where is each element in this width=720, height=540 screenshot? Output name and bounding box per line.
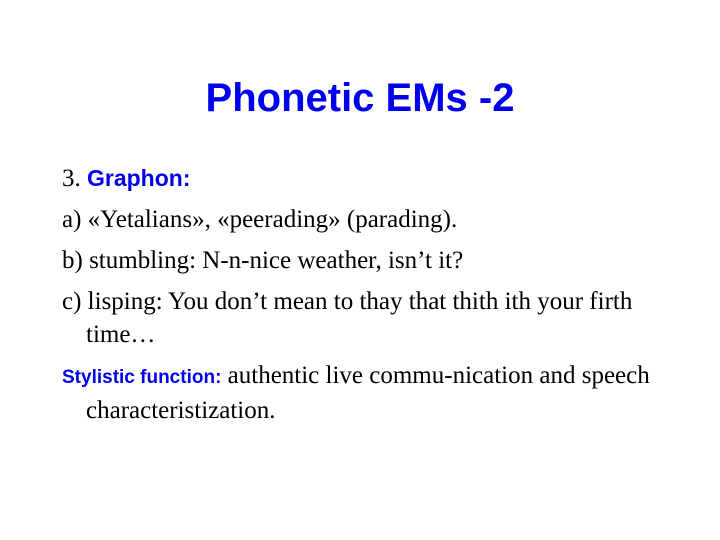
- slide-body: [62, 162, 682, 435]
- item-a: a) «Yetalians», «peerading» (parading).: [62, 206, 458, 233]
- item-number: 3.: [62, 165, 81, 192]
- stylistic-function: [62, 359, 682, 427]
- item-b: b) stumbling: N-n-nice weather, isn’t it?: [62, 247, 464, 274]
- graphon-label: Graphon:: [87, 165, 191, 191]
- stylistic-function-text: authentic live commu-nication and speech characteristization.: [86, 362, 650, 424]
- stylistic-function-label: Stylistic function:: [62, 367, 222, 388]
- item-graphon: [62, 162, 682, 195]
- item-c: c) lisping: You don’t mean to thay that thith ith your firth time…: [62, 288, 633, 348]
- slide-title: Phonetic EMs -2: [205, 76, 515, 120]
